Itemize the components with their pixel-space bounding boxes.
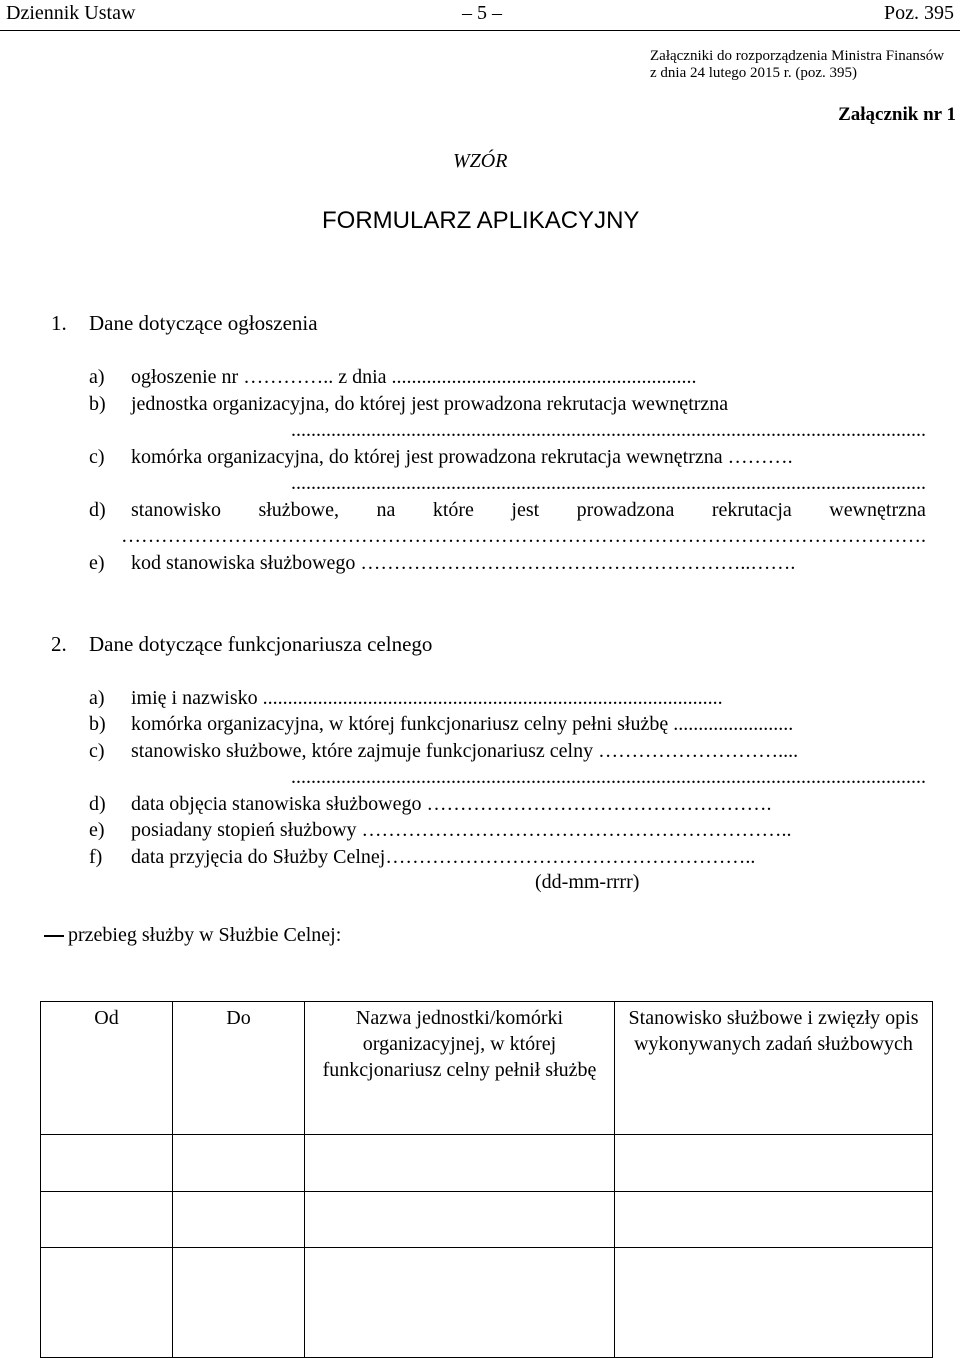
section2-item-f (0, 845, 960, 869)
section2-item-b (0, 712, 960, 736)
date-format-hint: (dd-mm-rrrr) (535, 871, 640, 893)
section2-title: Dane dotyczące funkcjonariusza celnego (89, 632, 433, 656)
word: stanowisko (131, 499, 221, 521)
table-cell[interactable] (41, 1192, 173, 1248)
word: prowadzona (576, 499, 675, 521)
journal-name: Dziennik Ustaw (6, 2, 136, 24)
table-cell[interactable] (305, 1192, 615, 1248)
table-cell[interactable] (173, 1192, 305, 1248)
position-start-date-field[interactable]: data objęcia stanowiska służbowego ……………………………………………. (131, 793, 772, 815)
table-cell[interactable] (615, 1192, 933, 1248)
section2-heading (0, 632, 960, 656)
word: rekrutacja (711, 499, 792, 521)
table-row (41, 1192, 933, 1248)
position-field[interactable]: …………………………………………………………………………………………………………. (121, 525, 926, 547)
table-cell[interactable] (173, 1248, 305, 1358)
attachment-note-line2: z dnia 24 lutego 2015 r. (poz. 395) (650, 65, 858, 81)
section1-title: Dane dotyczące ogłoszenia (89, 311, 318, 335)
position-label (131, 498, 926, 522)
item-key: a) (89, 687, 105, 709)
column-header-position: Stanowisko służbowe i zwięzły opis wykonywanych zadań służbowych (615, 1002, 933, 1135)
word: jest (511, 499, 540, 521)
rank-field[interactable]: posiadany stopień służbowy ……………………………………………………….. (131, 819, 792, 841)
item-key: c) (89, 740, 105, 762)
item-key: e) (89, 819, 105, 841)
item-key: b) (89, 713, 106, 735)
column-header-unit: Nazwa jednostki/komórki organizacyjnej, w której funkcjonariusz celny pełnił służbę (305, 1002, 615, 1135)
column-header-to: Do (173, 1002, 305, 1135)
section2-item-d (0, 792, 960, 816)
annex-label: Załącznik nr 1 (838, 104, 956, 125)
table-cell[interactable] (305, 1135, 615, 1192)
table-cell[interactable] (41, 1248, 173, 1358)
department-label: komórka organizacyjna, do której jest prowadzona rekrutacja wewnętrzna ………. (131, 446, 793, 468)
header-divider (0, 30, 960, 31)
table-row (41, 1135, 933, 1192)
section1-item-c-continuation (0, 471, 960, 495)
table-cell[interactable] (173, 1135, 305, 1192)
current-position-field-cont[interactable]: ............................................................................................................................... (291, 766, 926, 788)
section2-item-c-continuation (0, 765, 960, 789)
org-unit-field[interactable]: ............................................................................................................................... (291, 419, 926, 441)
word: wewnętrzna (829, 499, 926, 521)
attachment-note-line1: Załączniki do rozporządzenia Ministra Finansów (650, 48, 945, 64)
current-position-field[interactable]: stanowisko służbowe, które zajmuje funkcjonariusz celny ……………………….... (131, 740, 799, 762)
word: które (432, 499, 474, 521)
service-history-heading (44, 924, 341, 947)
item-key: c) (89, 446, 105, 468)
position-code-field[interactable]: kod stanowiska służbowego …………………………………………………..……. (131, 552, 796, 574)
org-unit-label: jednostka organizacyjna, do której jest prowadzona rekrutacja wewnętrzna (131, 393, 729, 415)
section1-item-b (0, 392, 960, 416)
item-key: f) (89, 846, 103, 868)
section1-heading (0, 311, 960, 335)
table-header-row (41, 1002, 933, 1135)
section1-item-d (0, 498, 960, 522)
table-cell[interactable] (615, 1135, 933, 1192)
section1-item-b-continuation (0, 418, 960, 442)
item-key: a) (89, 366, 105, 388)
table-cell[interactable] (615, 1248, 933, 1358)
current-unit-field[interactable]: komórka organizacyjna, w której funkcjonariusz celny pełni służbę ........................ (131, 713, 794, 735)
service-history-table (40, 1001, 933, 1358)
full-name-field[interactable]: imię i nazwisko ............................................................................................ (131, 687, 723, 709)
table-row (41, 1248, 933, 1358)
template-label: WZÓR (453, 150, 508, 172)
service-start-date-field[interactable]: data przyjęcia do Służby Celnej……………………………………………….. (131, 846, 756, 868)
table-cell[interactable] (305, 1248, 615, 1358)
table-cell[interactable] (41, 1135, 173, 1192)
service-history-label: przebieg służby w Służbie Celnej: (68, 924, 342, 946)
page-number: – 5 – (462, 2, 502, 24)
item-key: e) (89, 552, 105, 574)
item-key: d) (89, 499, 106, 521)
section2-number: 2. (51, 632, 67, 656)
section2-item-e (0, 818, 960, 842)
position-number: Poz. 395 (884, 2, 954, 24)
section1-number: 1. (51, 311, 67, 335)
item-key: d) (89, 793, 106, 815)
section1-item-e (0, 551, 960, 575)
announcement-number-field[interactable]: ogłoszenie nr ………….. z dnia ............................................................. (131, 366, 697, 388)
department-field[interactable]: ............................................................................................................................... (291, 472, 926, 494)
dash-bullet-icon (44, 935, 64, 937)
word: na (376, 499, 396, 521)
item-key: b) (89, 393, 106, 415)
section2-item-c (0, 739, 960, 763)
word: służbowe, (258, 499, 340, 521)
column-header-from: Od (41, 1002, 173, 1135)
section1-item-d-continuation (0, 524, 960, 548)
form-title: FORMULARZ APLIKACYJNY (322, 207, 640, 234)
section1-item-a (0, 365, 960, 389)
section2-item-a (0, 686, 960, 710)
section1-item-c (0, 445, 960, 469)
